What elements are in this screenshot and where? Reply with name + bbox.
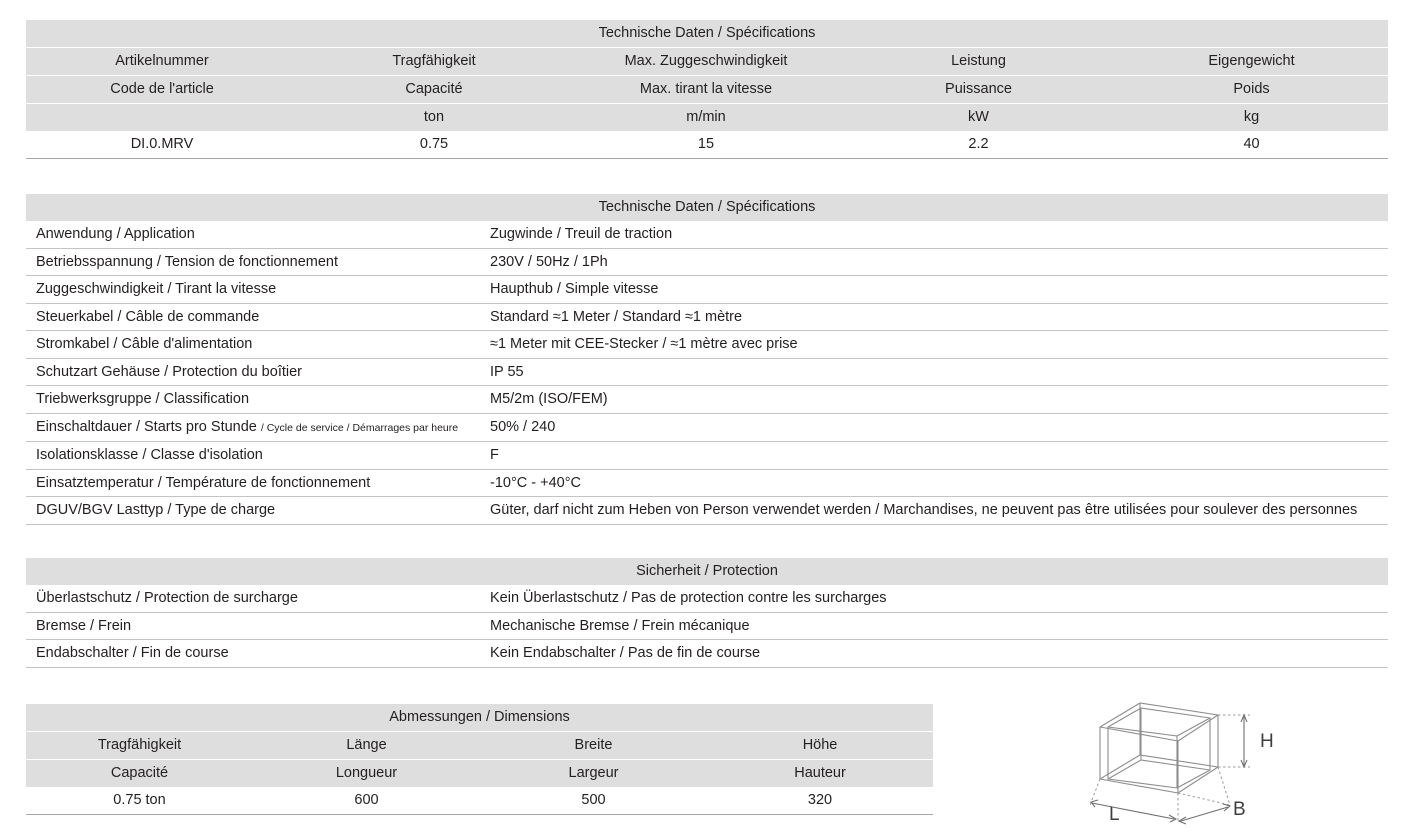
dimensions-table [26,704,933,815]
dim-cell-capacity: 0.75 ton [26,787,253,815]
spec-label-einschaltdauer-sub: / Cycle de service / Démarrages par heure [260,421,459,434]
dim-th-fr-hauteur: Hauteur [707,760,933,788]
dim-th-fr-capacite: Capacité [26,760,253,788]
dim-th-de-laenge: Länge [253,732,480,760]
cell-zuggeschwindigkeit: 15 [570,131,842,159]
dim-th-de-hoehe: Höhe [707,732,933,760]
spec-value-dguv-lasttyp: Güter, darf nicht zum Heben von Person verwendet werden / Marchandises, ne peuvent pas être utilisées pour soulever des personnes [484,497,1388,525]
spec-value-anwendung: Zugwinde / Treuil de traction [484,221,1388,248]
dimension-label-height: H [1260,731,1274,752]
spec-value-einsatztemperatur: -10°C - +40°C [484,469,1388,497]
technical-data-table [26,20,1388,159]
spec-label-triebwerksgruppe: Triebwerksgruppe / Classification [26,386,484,414]
dim-cell-width: 500 [480,787,707,815]
dim-cell-length: 600 [253,787,480,815]
spec-label-dguv-lasttyp: DGUV/BGV Lasttyp / Type de charge [26,497,484,525]
th-de-tragfaehigkeit: Tragfähigkeit [298,48,570,76]
technical-data-units-row [26,104,1388,132]
safety-label-bremse: Bremse / Frein [26,612,484,640]
table-row [26,303,1388,331]
technical-data-title-row [26,20,1388,48]
height-dimension-arrow [1241,715,1247,767]
safety-value-endabschalter: Kein Endabschalter / Pas de fin de course [484,640,1388,668]
spec-value-schutzart: IP 55 [484,358,1388,386]
safety-value-bremse: Mechanische Bremse / Frein mécanique [484,612,1388,640]
spec-label-einschaltdauer [26,413,484,442]
table-row [26,358,1388,386]
specifications-title-row [26,194,1388,221]
th-de-artikelnummer: Artikelnummer [26,48,298,76]
table-row [26,442,1388,470]
spec-label-anwendung: Anwendung / Application [26,221,484,248]
table-row [26,386,1388,414]
table-row [26,497,1388,525]
table-row [26,221,1388,248]
box-dimensions-diagram [1078,693,1298,836]
table-row [26,276,1388,304]
spec-label-betriebsspannung: Betriebsspannung / Tension de fonctionnement [26,248,484,276]
safety-value-ueberlastschutz: Kein Überlastschutz / Pas de protection contre les surcharges [484,585,1388,612]
table-row [26,640,1388,668]
unit-ton: ton [298,104,570,132]
technical-data-header-de [26,48,1388,76]
table-row [26,331,1388,359]
th-fr-tirant-vitesse: Max. tirant la vitesse [570,76,842,104]
width-dimension-arrow [1179,804,1230,824]
length-dimension-arrow [1091,800,1176,822]
th-de-eigengewicht: Eigengewicht [1115,48,1388,76]
box-wireframe-svg [1078,693,1298,836]
spec-value-steuerkabel: Standard ≈1 Meter / Standard ≈1 mètre [484,303,1388,331]
safety-table [26,558,1388,668]
table-row [26,131,1388,159]
safety-label-ueberlastschutz: Überlastschutz / Protection de surcharge [26,585,484,612]
th-fr-capacite: Capacité [298,76,570,104]
box-frame-outer [1100,703,1218,793]
unit-m-per-min: m/min [570,104,842,132]
technical-data-header-fr [26,76,1388,104]
table-row [26,787,933,815]
safety-title-row [26,558,1388,585]
table-row [26,413,1388,442]
cell-tragfaehigkeit: 0.75 [298,131,570,159]
safety-label-endabschalter: Endabschalter / Fin de course [26,640,484,668]
safety-title: Sicherheit / Protection [26,558,1388,585]
unit-kg: kg [1115,104,1388,132]
th-fr-puissance: Puissance [842,76,1115,104]
th-de-leistung: Leistung [842,48,1115,76]
th-fr-poids: Poids [1115,76,1388,104]
table-row [26,248,1388,276]
specifications-table [26,194,1388,525]
spec-value-einschaltdauer: 50% / 240 [484,413,1388,442]
dimensions-header-de [26,732,933,760]
spec-value-zuggeschwindigkeit: Haupthub / Simple vitesse [484,276,1388,304]
dimensions-title-row [26,704,933,732]
spec-label-einschaltdauer-main: Einschaltdauer / Starts pro Stunde [36,418,257,435]
dimensions-header-fr [26,760,933,788]
th-de-zuggeschwindigkeit: Max. Zuggeschwindigkeit [570,48,842,76]
specifications-title: Technische Daten / Spécifications [26,194,1388,221]
technical-data-title: Technische Daten / Spécifications [26,20,1388,48]
dim-cell-height: 320 [707,787,933,815]
dim-th-de-tragfaehigkeit: Tragfähigkeit [26,732,253,760]
spec-label-steuerkabel: Steuerkabel / Câble de commande [26,303,484,331]
unit-kw: kW [842,104,1115,132]
dimension-label-width: B [1233,799,1246,820]
table-row [26,469,1388,497]
spec-label-stromkabel: Stromkabel / Câble d'alimentation [26,331,484,359]
spec-label-isolationsklasse: Isolationsklasse / Classe d'isolation [26,442,484,470]
cell-artikelnummer: DI.0.MRV [26,131,298,159]
cell-eigengewicht: 40 [1115,131,1388,159]
spec-value-isolationsklasse: F [484,442,1388,470]
dim-th-fr-largeur: Largeur [480,760,707,788]
spec-value-betriebsspannung: 230V / 50Hz / 1Ph [484,248,1388,276]
unit-artikelnummer [26,104,298,132]
dimensions-title: Abmessungen / Dimensions [26,704,933,732]
dimension-label-length: L [1109,804,1120,825]
cell-leistung: 2.2 [842,131,1115,159]
table-row [26,612,1388,640]
spec-label-schutzart: Schutzart Gehäuse / Protection du boîtier [26,358,484,386]
dim-th-fr-longueur: Longueur [253,760,480,788]
spec-label-einsatztemperatur: Einsatztemperatur / Température de fonctionnement [26,469,484,497]
dim-th-de-breite: Breite [480,732,707,760]
spec-value-stromkabel: ≈1 Meter mit CEE-Stecker / ≈1 mètre avec prise [484,331,1388,359]
table-row [26,585,1388,612]
spec-label-zuggeschwindigkeit: Zuggeschwindigkeit / Tirant la vitesse [26,276,484,304]
spec-value-triebwerksgruppe: M5/2m (ISO/FEM) [484,386,1388,414]
th-fr-code-article: Code de l'article [26,76,298,104]
